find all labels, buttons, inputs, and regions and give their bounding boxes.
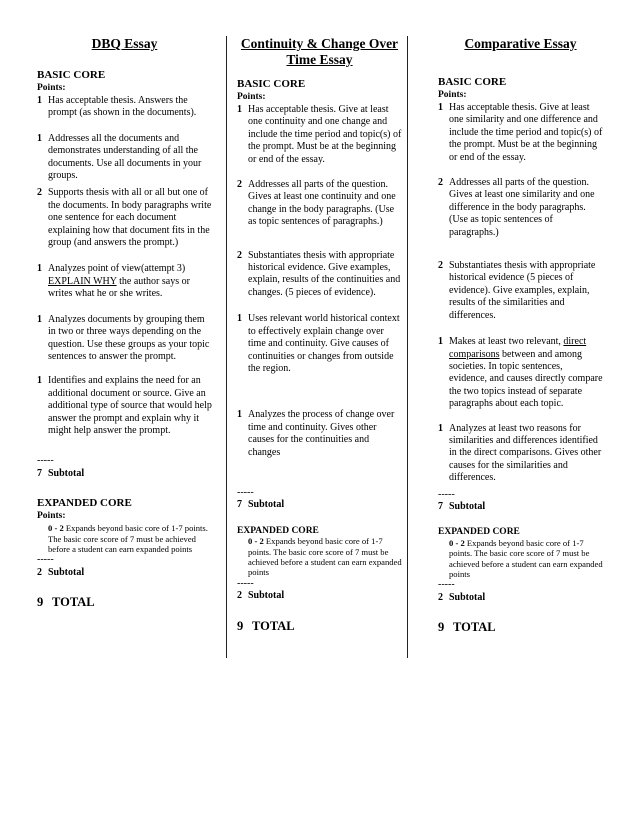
- expanded-subtotal: 2 Subtotal: [438, 591, 486, 603]
- item-points: 1: [237, 104, 242, 115]
- item-text: Has acceptable thesis. Give at least one similarity and one difference and include the time period and topic(s) of the prompt. Must be at the beginning or end of the essay.: [449, 102, 603, 163]
- item-points: 1: [37, 263, 42, 275]
- item-text: Makes at least two relevant, direct comparisons between and among societies. In topic sentences, evidence, and causes directly compare the two topics instead of separate paragraphs about each topic.: [449, 336, 603, 410]
- basic-subtotal: 7 Subtotal: [237, 499, 285, 511]
- item-points: 1: [237, 313, 242, 325]
- column-title: Continuity & Change Over Time Essay: [240, 36, 399, 67]
- item-points: 1: [37, 375, 42, 387]
- item-text: Uses relevant world historical context to effectively explain change over time and continuity. Give causes of continuities or changes from outside the region.: [248, 313, 400, 374]
- item-text: Analyzes the process of change over time and continuity. Gives other causes for the continuities and changes: [248, 409, 395, 458]
- dbq-essay-column: [37, 36, 212, 609]
- expanded-text: Expands beyond basic core of 1-7 points. The basic core score of 7 must be achieved before a student can earn expanded points: [48, 523, 208, 554]
- item-points: 1: [438, 336, 443, 348]
- rubric-item: [237, 104, 402, 166]
- expanded-core-heading: EXPANDED CORE: [438, 527, 520, 538]
- expanded-core-heading: EXPANDED CORE: [37, 497, 132, 510]
- item-text: Substantiates thesis with appropriate historical evidence (5 pieces of evidence). Give examples, explain, results of the similarities and differences.: [449, 260, 596, 321]
- total-score: 9 TOTAL: [237, 618, 295, 633]
- rubric-item: [438, 177, 603, 239]
- item-text: Analyzes at least two reasons for similarities and differences identified in the direct comparisons. Gives other causes for the similarities and differences.: [449, 422, 602, 484]
- total-score: 9 TOTAL: [438, 620, 496, 635]
- expanded-range: 0 - 2: [449, 537, 465, 548]
- basic-subtotal: 7 Subtotal: [37, 467, 85, 479]
- separator: -----: [438, 488, 455, 500]
- continuity-change-column: [237, 36, 402, 632]
- item-text: Has acceptable thesis. Answers the prompt (as shown in the documents).: [48, 95, 197, 119]
- expanded-range: 0 - 2: [48, 523, 64, 534]
- item-text: Addresses all parts of the question. Gives at least one similarity and one difference in the body paragraphs. (Use as topic sentences of paragraphs.): [449, 177, 595, 238]
- rubric-item: [237, 179, 402, 229]
- expanded-item: [37, 523, 212, 554]
- item-points: 1: [37, 313, 42, 325]
- points-label: Points:: [237, 92, 266, 102]
- basic-core-heading: BASIC CORE: [438, 76, 507, 88]
- basic-core-heading: BASIC CORE: [237, 78, 306, 90]
- rubric-item: [237, 313, 402, 375]
- separator: -----: [237, 577, 254, 589]
- rubric-item: [37, 263, 212, 300]
- column-divider-left: [226, 36, 227, 658]
- column-title: Comparative Essay: [464, 36, 577, 51]
- item-points: 2: [37, 187, 42, 199]
- item-text: Identifies and explains the need for an additional document or source. Give an additional type of source that would help answer the prompt and explain why it might help answer the prompt.: [48, 375, 212, 436]
- column-divider-right: [407, 36, 408, 658]
- separator: -----: [37, 554, 54, 566]
- expanded-item: [438, 538, 603, 580]
- expanded-text: Expands beyond basic core of 1-7 points. The basic core score of 7 must be achieved before a student can earn expanded points: [449, 537, 603, 579]
- rubric-item: [37, 375, 212, 437]
- separator: -----: [37, 455, 54, 467]
- points-label: Points:: [37, 83, 66, 93]
- rubric-item: [37, 187, 212, 249]
- rubric-item: [37, 133, 212, 183]
- basic-subtotal: 7 Subtotal: [438, 500, 486, 512]
- item-text: Supports thesis with all or all but one of the documents. In body paragraphs write one sentence for each document explaining how that document fits in the group (and answers the prompt.): [48, 187, 212, 249]
- item-points: 2: [438, 177, 443, 189]
- points-label: Points:: [37, 511, 66, 522]
- rubric-item: [37, 95, 212, 120]
- basic-core-heading: BASIC CORE: [37, 69, 106, 81]
- rubric-item: [237, 409, 402, 459]
- item-points: 1: [37, 95, 42, 106]
- points-label: Points:: [438, 90, 467, 100]
- item-points: 2: [237, 179, 242, 191]
- item-text: Addresses all the documents and demonstrates understanding of all the documents. Use all documents in your groups.: [48, 132, 202, 182]
- expanded-range: 0 - 2: [248, 536, 264, 547]
- separator: -----: [438, 579, 455, 591]
- rubric-item: [37, 314, 212, 364]
- item-text: Has acceptable thesis. Give at least one continuity and one change and include the time period and topic(s) of the prompt. Must be at the beginning or end of the essay.: [248, 104, 402, 165]
- rubric-item: [438, 102, 603, 164]
- expanded-text: Expands beyond basic core of 1-7 points. The basic core score of 7 must be achieved before a student can earn expanded points: [248, 536, 402, 578]
- expanded-core-heading: EXPANDED CORE: [237, 525, 319, 536]
- expanded-subtotal: 2 Subtotal: [37, 566, 85, 578]
- item-points: 1: [438, 102, 443, 113]
- total-score: 9 TOTAL: [37, 595, 95, 610]
- item-points: 2: [438, 260, 443, 272]
- item-text: Analyzes point of view(attempt 3) EXPLAIN WHY the author says or writes what he or she writes.: [48, 263, 190, 300]
- item-points: 1: [37, 132, 42, 144]
- expanded-item: [237, 536, 402, 578]
- comparative-essay-column: [438, 36, 603, 634]
- item-text: Substantiates thesis with appropriate historical evidence. Give examples, explain, results of the continuities and changes. (5 pieces of evidence).: [248, 249, 401, 298]
- expanded-subtotal: 2 Subtotal: [237, 590, 285, 602]
- rubric-item: [438, 423, 603, 485]
- item-points: 2: [237, 249, 242, 261]
- column-title: DBQ Essay: [91, 36, 158, 51]
- item-text: Analyzes documents by grouping them in two or three ways depending on the question. Use these groups as your topic sentences to answer the prompt.: [48, 313, 210, 362]
- item-points: 1: [237, 409, 242, 421]
- rubric-item: [237, 250, 402, 300]
- item-points: 1: [438, 422, 443, 434]
- item-text: Addresses all parts of the question. Gives at least one continuity and one change in the body paragraphs. (Use as topic sentences of paragraphs.): [248, 179, 396, 228]
- rubric-item: [438, 260, 603, 322]
- rubric-item: [438, 336, 603, 410]
- separator: -----: [237, 486, 254, 498]
